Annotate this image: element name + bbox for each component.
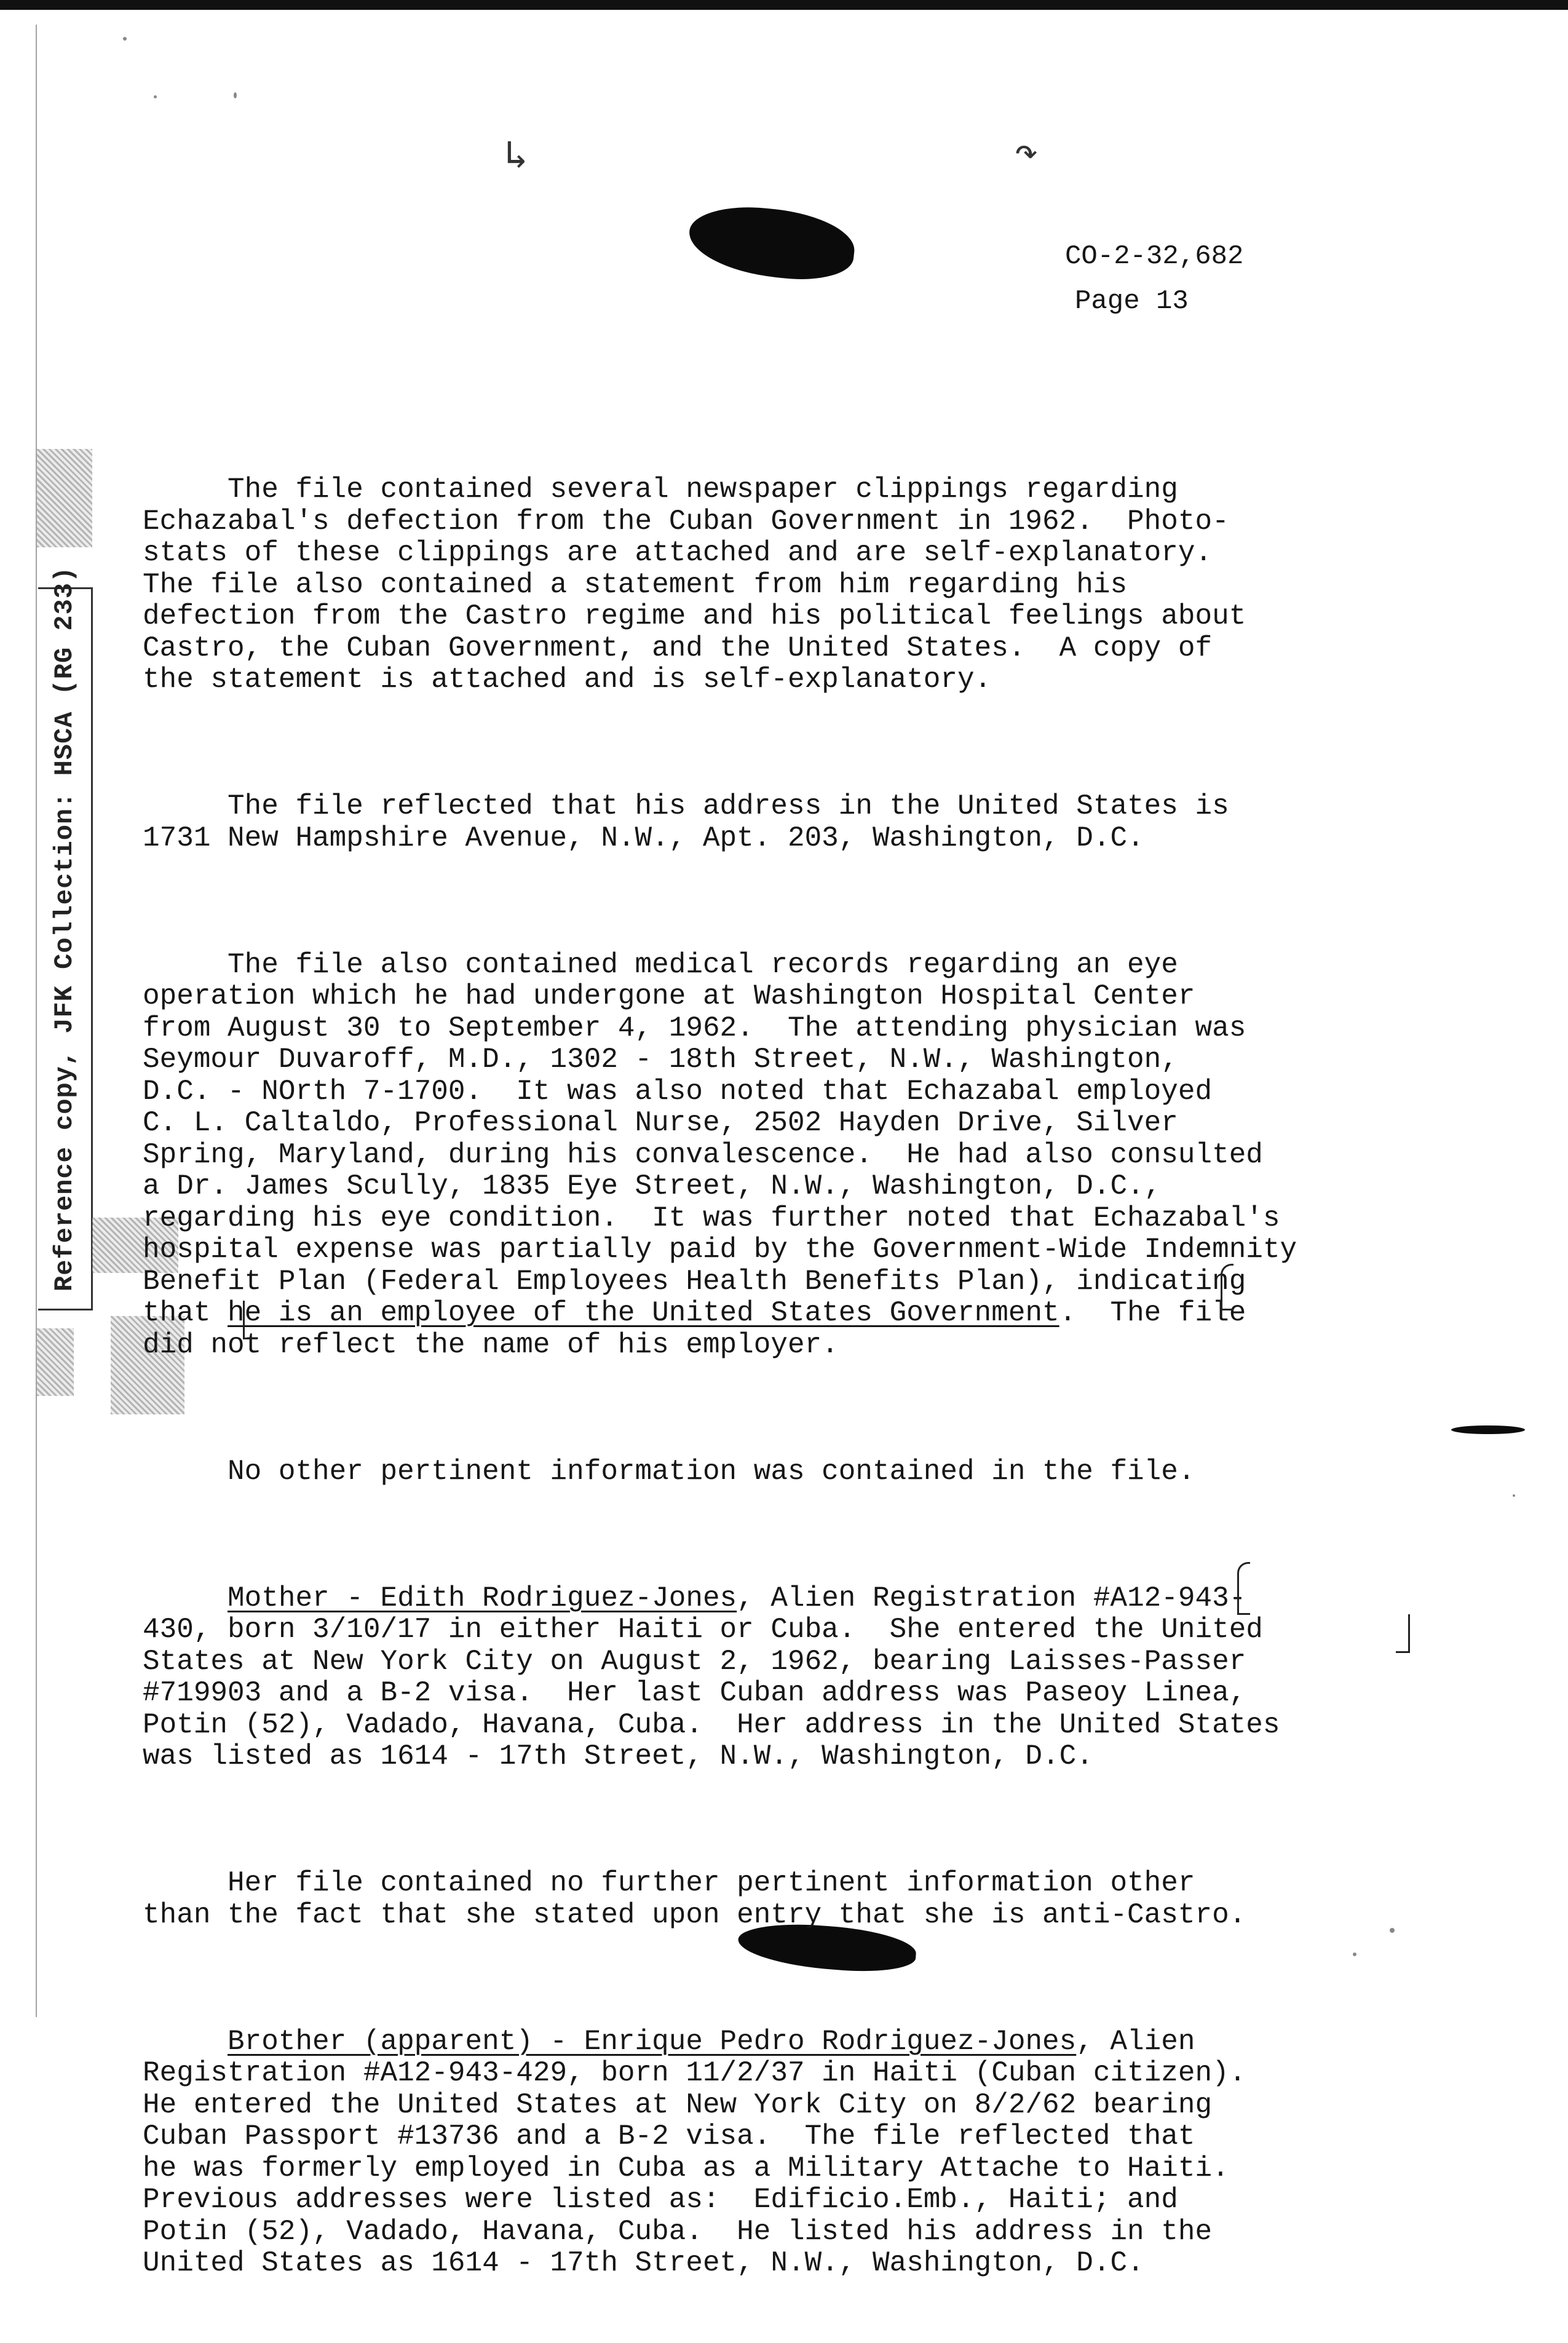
paragraph-mother: [143, 1583, 1495, 1773]
text-line: 1731 New Hampshire Avenue, N.W., Apt. 203, Washington, D.C.: [143, 822, 1144, 854]
text-line: Potin (52), Vadado, Havana, Cuba. Her address in the United States: [143, 1708, 1280, 1741]
text-line: #719903 and a B-2 visa. Her last Cuban address was Paseoy Linea,: [143, 1677, 1246, 1709]
paragraph-brother: [143, 2026, 1495, 2280]
handwritten-bracket: [1237, 1562, 1250, 1615]
text-line: Spring, Maryland, during his convalescence. He had also consulted: [143, 1138, 1263, 1171]
handwritten-bracket: [243, 1301, 257, 1339]
text-line: Cuban Passport #13736 and a B-2 visa. The file reflected that: [143, 2120, 1195, 2152]
text-line: regarding his eye condition. It was further noted that Echazabal's: [143, 1202, 1280, 1234]
paragraph-address: [143, 791, 1495, 854]
scan-top-border: [0, 0, 1568, 10]
text-line: stats of these clippings are attached and are self-explanatory.: [143, 537, 1213, 569]
handwritten-mark-right: ↷: [1015, 133, 1039, 177]
paragraph-clippings: [143, 474, 1495, 696]
reference-stamp: Reference copy, JFK Collection: HSCA (RG 233): [50, 566, 79, 1291]
text-line: than the fact that she stated upon entry that she is anti-Castro.: [143, 1898, 1246, 1931]
paragraph-mother-file: [143, 1868, 1495, 1931]
text-line: Her file contained no further pertinent information other: [143, 1867, 1195, 1899]
text-line: the statement is attached and is self-explanatory.: [143, 664, 992, 696]
text-line: The file contained several newspaper clippings regarding: [143, 474, 1178, 505]
text-line: He entered the United States at New York City on 8/2/62 bearing: [143, 2088, 1213, 2121]
scan-smudge: [37, 449, 92, 547]
memo-body: [143, 411, 1495, 2343]
text-line: The file also contained medical records regarding an eye: [143, 948, 1178, 981]
underlined-text: Brother (apparent) - Enrique Pedro Rodriguez-Jones: [228, 2025, 1077, 2058]
text-line: C. L. Caltaldo, Professional Nurse, 2502 Hayden Drive, Silver: [143, 1107, 1178, 1139]
text-line: Previous addresses were listed as: Edificio.Emb., Haiti; and: [143, 2184, 1178, 2216]
text-line: that: [143, 1297, 228, 1329]
paragraph-no-other-info: [143, 1456, 1495, 1488]
speck: [1513, 1494, 1515, 1497]
text-line: did not reflect the name of his employer.: [143, 1328, 839, 1361]
text-line: , Alien Registration #A12-943-: [737, 1582, 1246, 1614]
text-line: from August 30 to September 4, 1962. The attending physician was: [143, 1012, 1246, 1044]
text-line: . The file: [1059, 1297, 1246, 1329]
speck: [234, 92, 237, 98]
text-line: a Dr. James Scully, 1835 Eye Street, N.W., Washington, D.C.,: [143, 1170, 1162, 1202]
speck: [123, 37, 127, 41]
text-line: [143, 2026, 228, 2058]
text-line: [143, 1582, 228, 1614]
text-line: United States as 1614 - 17th Street, N.W., Washington, D.C.: [143, 2247, 1144, 2279]
text-line: he was formerly employed in Cuba as a Military Attache to Haiti.: [143, 2152, 1229, 2184]
text-line: , Alien: [1076, 2025, 1195, 2058]
text-line: No other pertinent information was contained in the file.: [143, 1455, 1195, 1488]
text-line: Potin (52), Vadado, Havana, Cuba. He listed his address in the: [143, 2215, 1213, 2248]
document-number: CO-2-32,682: [1065, 241, 1244, 272]
text-line: was listed as 1614 - 17th Street, N.W., Washington, D.C.: [143, 1740, 1093, 1772]
text-line: Seymour Duvaroff, M.D., 1302 - 18th Street, N.W., Washington,: [143, 1044, 1178, 1076]
text-line: States at New York City on August 2, 1962, bearing Laisses-Passer: [143, 1645, 1246, 1678]
handwritten-bracket: [1221, 1264, 1233, 1310]
text-line: Registration #A12-943-429, born 11/2/37 in Haiti (Cuban citizen).: [143, 2057, 1246, 2089]
text-line: defection from the Castro regime and his political feelings about: [143, 600, 1246, 632]
text-line: operation which he had undergone at Washington Hospital Center: [143, 980, 1195, 1012]
text-line: The file also contained a statement from him regarding his: [143, 568, 1128, 601]
speck: [154, 95, 157, 98]
text-line: Echazabal's defection from the Cuban Government in 1962. Photo-: [143, 505, 1229, 537]
underlined-text: Mother - Edith Rodriguez-Jones: [228, 1582, 737, 1614]
text-line: D.C. - NOrth 7-1700. It was also noted that Echazabal employed: [143, 1075, 1213, 1108]
underlined-text: he is an employee of the United States Government: [228, 1297, 1059, 1329]
page-number: Page 13: [1075, 286, 1189, 317]
redaction-top: [686, 200, 858, 285]
paragraph-medical: [143, 949, 1495, 1362]
handwritten-mark-left: ↳: [504, 136, 528, 180]
text-line: Castro, the Cuban Government, and the United States. A copy of: [143, 632, 1213, 664]
scan-smudge: [37, 1328, 74, 1396]
text-line: hospital expense was partially paid by the Government-Wide Indemnity: [143, 1234, 1297, 1266]
handwritten-bracket: [1396, 1614, 1410, 1653]
text-line: Benefit Plan (Federal Employees Health Benefits Plan), indicating: [143, 1265, 1246, 1298]
text-line: 430, born 3/10/17 in either Haiti or Cuba. She entered the United: [143, 1614, 1263, 1646]
scan-left-edge: [36, 25, 37, 2017]
text-line: The file reflected that his address in the United States is: [143, 790, 1229, 822]
